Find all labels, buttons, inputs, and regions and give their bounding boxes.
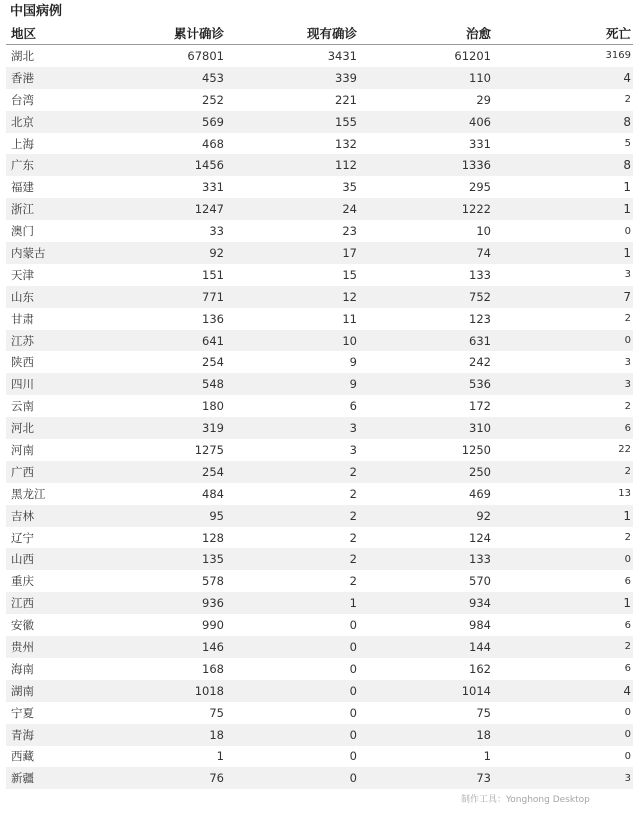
cell-region: 湖南 — [6, 680, 106, 702]
cell-cured: 250 — [359, 461, 493, 483]
table-row — [6, 220, 633, 242]
cell-confirmed: 641 — [106, 330, 226, 352]
cell-confirmed: 254 — [202, 355, 224, 370]
cell-current: 3 — [349, 442, 357, 457]
cell-cured: 75 — [476, 705, 491, 720]
cell-region: 澳门 — [11, 224, 34, 239]
cell-current: 155 — [226, 111, 359, 133]
table-row — [6, 242, 633, 264]
cell-confirmed: 95 — [106, 505, 226, 527]
column-header-deaths[interactable]: 死亡 — [493, 22, 633, 45]
cell-cured: 295 — [469, 180, 491, 195]
cell-confirmed: 18 — [106, 724, 226, 746]
cell-region: 安徽 — [11, 618, 34, 633]
table-header — [6, 22, 633, 45]
cell-confirmed: 151 — [202, 267, 224, 282]
cell-current: 11 — [342, 311, 357, 326]
cell-confirmed: 168 — [202, 661, 224, 676]
cell-current: 35 — [342, 180, 357, 195]
cell-deaths: 1 — [493, 198, 633, 220]
cell-region: 江西 — [6, 592, 106, 614]
footer-credit: 制作工具：Yonghong Desktop — [461, 795, 590, 805]
cell-deaths: 2 — [624, 94, 631, 106]
cell-deaths: 1 — [493, 242, 633, 264]
cell-deaths: 8 — [493, 154, 633, 176]
table-row — [6, 570, 633, 592]
table-row — [6, 483, 633, 505]
cell-deaths: 7 — [493, 286, 633, 308]
cell-region: 江苏 — [6, 330, 106, 352]
cell-current: 221 — [335, 92, 357, 107]
cell-current: 1 — [226, 592, 359, 614]
table-row — [6, 111, 633, 133]
table-row — [6, 439, 633, 461]
cell-current: 24 — [226, 198, 359, 220]
cell-current: 2 — [226, 461, 359, 483]
cell-current: 2 — [349, 574, 357, 589]
cell-region: 广东 — [6, 154, 106, 176]
cell-cured: 752 — [359, 286, 493, 308]
cell-deaths: 0 — [624, 707, 631, 719]
cell-deaths: 6 — [624, 619, 631, 631]
table-row — [6, 417, 633, 439]
table-row — [6, 680, 633, 702]
cell-deaths: 3 — [624, 269, 631, 281]
cell-current: 2 — [349, 486, 357, 501]
cell-region: 青海 — [6, 724, 106, 746]
cell-confirmed: 180 — [202, 399, 224, 414]
cell-region: 西藏 — [11, 749, 34, 764]
cell-deaths: 0 — [493, 330, 633, 352]
cell-region: 广西 — [6, 461, 106, 483]
cell-deaths: 1 — [493, 505, 633, 527]
cell-cured: 123 — [469, 311, 491, 326]
cell-cured: 29 — [476, 92, 491, 107]
cell-current: 112 — [226, 154, 359, 176]
cell-deaths: 6 — [493, 417, 633, 439]
cases-table — [6, 22, 633, 789]
cell-cured: 536 — [359, 373, 493, 395]
cell-region: 河南 — [11, 442, 34, 457]
cell-region: 贵州 — [6, 636, 106, 658]
cell-current: 2 — [349, 530, 357, 545]
table-row — [6, 286, 633, 308]
table-row — [6, 592, 633, 614]
cell-deaths: 4 — [493, 67, 633, 89]
table-row — [6, 505, 633, 527]
cell-deaths: 3 — [624, 356, 631, 368]
cell-region: 山西 — [6, 548, 106, 570]
cell-deaths: 3169 — [605, 50, 631, 62]
page-title: 中国病例 — [10, 4, 63, 19]
cell-region: 新疆 — [6, 767, 106, 789]
cell-cured: 1222 — [359, 198, 493, 220]
cell-confirmed: 578 — [202, 574, 224, 589]
cell-deaths: 2 — [493, 461, 633, 483]
cell-cured: 61201 — [454, 48, 491, 63]
table-row — [6, 264, 633, 286]
cell-deaths: 0 — [493, 548, 633, 570]
column-header-region[interactable]: 地区 — [6, 22, 106, 45]
cell-region: 香港 — [6, 67, 106, 89]
cell-cured: 469 — [469, 486, 491, 501]
table-row — [6, 45, 633, 67]
cell-current: 0 — [349, 661, 357, 676]
cell-region: 甘肃 — [11, 311, 34, 326]
cell-current: 2 — [226, 548, 359, 570]
cell-region: 福建 — [11, 180, 34, 195]
cell-cured: 74 — [359, 242, 493, 264]
cell-deaths: 4 — [493, 680, 633, 702]
cell-deaths: 0 — [624, 225, 631, 237]
cell-confirmed: 936 — [106, 592, 226, 614]
cell-current: 23 — [342, 224, 357, 239]
cell-region: 河北 — [6, 417, 106, 439]
cell-deaths: 2 — [493, 636, 633, 658]
cell-cured: 133 — [359, 548, 493, 570]
cell-current: 12 — [226, 286, 359, 308]
cell-confirmed: 92 — [106, 242, 226, 264]
table-row — [6, 614, 633, 636]
header-row — [6, 22, 633, 45]
cell-deaths: 3 — [493, 373, 633, 395]
table-row — [6, 308, 633, 330]
cell-confirmed: 484 — [202, 486, 224, 501]
table-row — [6, 724, 633, 746]
cell-region: 海南 — [11, 661, 34, 676]
table-row — [6, 636, 633, 658]
cell-confirmed: 254 — [106, 461, 226, 483]
cell-deaths: 1 — [623, 180, 631, 195]
cell-confirmed: 1456 — [106, 154, 226, 176]
cell-confirmed: 548 — [106, 373, 226, 395]
cell-cured: 92 — [359, 505, 493, 527]
cell-region: 北京 — [6, 111, 106, 133]
table-row — [6, 746, 633, 768]
cell-region: 陕西 — [11, 355, 34, 370]
cell-confirmed: 67801 — [187, 48, 224, 63]
cell-confirmed: 33 — [209, 224, 224, 239]
cell-region: 黑龙江 — [11, 486, 46, 501]
cell-region: 云南 — [11, 399, 34, 414]
cell-cured: 172 — [469, 399, 491, 414]
cell-current: 6 — [349, 399, 357, 414]
table-row — [6, 176, 633, 198]
cell-region: 台湾 — [11, 92, 34, 107]
cell-cured: 242 — [469, 355, 491, 370]
cell-region: 浙江 — [6, 198, 106, 220]
cell-confirmed: 1 — [216, 749, 224, 764]
column-header-cured[interactable]: 治愈 — [359, 22, 493, 45]
cell-deaths: 0 — [493, 724, 633, 746]
cell-cured: 934 — [359, 592, 493, 614]
table-row — [6, 548, 633, 570]
cell-current: 2 — [226, 505, 359, 527]
table-row — [6, 351, 633, 373]
cell-region: 上海 — [11, 136, 34, 151]
cell-confirmed: 569 — [106, 111, 226, 133]
cell-current: 339 — [226, 67, 359, 89]
cell-region: 山东 — [6, 286, 106, 308]
cell-current: 9 — [226, 373, 359, 395]
cell-current: 0 — [226, 767, 359, 789]
cell-current: 15 — [342, 267, 357, 282]
cell-confirmed: 75 — [209, 705, 224, 720]
cell-cured: 162 — [469, 661, 491, 676]
cell-deaths: 5 — [624, 138, 631, 149]
cell-confirmed: 990 — [202, 618, 224, 633]
cell-cured: 10 — [476, 224, 491, 239]
cell-cured: 570 — [469, 574, 491, 589]
cell-deaths: 2 — [624, 313, 631, 325]
cell-deaths: 6 — [624, 575, 631, 587]
table-row — [6, 702, 633, 724]
cell-current: 132 — [335, 136, 357, 151]
cell-confirmed: 319 — [106, 417, 226, 439]
cell-cured: 1014 — [359, 680, 493, 702]
cell-current: 0 — [349, 618, 357, 633]
table-row — [6, 658, 633, 680]
cell-current: 3 — [226, 417, 359, 439]
column-header-current[interactable]: 现有确诊 — [226, 22, 359, 45]
table-row — [6, 154, 633, 176]
cell-confirmed: 135 — [106, 548, 226, 570]
table-row — [6, 395, 633, 417]
cell-confirmed: 771 — [106, 286, 226, 308]
cell-cured: 331 — [469, 136, 491, 151]
cell-deaths: 3 — [493, 767, 633, 789]
table-row — [6, 527, 633, 549]
cell-region: 内蒙古 — [6, 242, 106, 264]
cell-deaths: 0 — [624, 750, 631, 762]
cell-region: 重庆 — [11, 574, 34, 589]
cell-current: 0 — [226, 680, 359, 702]
table-row — [6, 461, 633, 483]
cell-current: 3431 — [327, 48, 357, 63]
cell-cured: 110 — [359, 67, 493, 89]
table-row — [6, 198, 633, 220]
cell-confirmed: 331 — [202, 180, 224, 195]
cell-cured: 73 — [359, 767, 493, 789]
cell-cured: 1 — [483, 749, 491, 764]
cell-current: 10 — [226, 330, 359, 352]
cell-confirmed: 146 — [106, 636, 226, 658]
cell-confirmed: 1018 — [106, 680, 226, 702]
cell-current: 0 — [349, 749, 357, 764]
cell-deaths: 6 — [624, 663, 631, 675]
cell-confirmed: 136 — [202, 311, 224, 326]
cell-current: 0 — [349, 705, 357, 720]
table-row — [6, 67, 633, 89]
table-row — [6, 133, 633, 155]
cell-deaths: 2 — [624, 532, 631, 544]
cell-cured: 406 — [359, 111, 493, 133]
table-row — [6, 89, 633, 111]
table-body — [6, 45, 633, 790]
cell-confirmed: 128 — [202, 530, 224, 545]
cell-deaths: 8 — [493, 111, 633, 133]
cell-confirmed: 453 — [106, 67, 226, 89]
cell-cured: 1336 — [359, 154, 493, 176]
cell-deaths: 1 — [493, 592, 633, 614]
cell-current: 0 — [226, 636, 359, 658]
cell-confirmed: 76 — [106, 767, 226, 789]
cell-deaths: 2 — [624, 400, 631, 412]
cell-cured: 18 — [359, 724, 493, 746]
table-row — [6, 373, 633, 395]
cell-cured: 133 — [469, 267, 491, 282]
table-row — [6, 330, 633, 352]
cell-current: 9 — [349, 355, 357, 370]
cell-region: 辽宁 — [11, 530, 34, 545]
cell-cured: 144 — [359, 636, 493, 658]
cell-region: 天津 — [11, 267, 34, 282]
cell-region: 吉林 — [6, 505, 106, 527]
cell-cured: 984 — [469, 618, 491, 633]
cell-region: 宁夏 — [11, 705, 34, 720]
column-header-confirmed[interactable]: 累计确诊 — [106, 22, 226, 45]
cell-confirmed: 1247 — [106, 198, 226, 220]
cell-region: 湖北 — [11, 48, 34, 63]
cell-region: 四川 — [6, 373, 106, 395]
cell-confirmed: 252 — [202, 92, 224, 107]
cell-cured: 631 — [359, 330, 493, 352]
cell-cured: 310 — [359, 417, 493, 439]
cell-current: 0 — [226, 724, 359, 746]
cell-cured: 124 — [469, 530, 491, 545]
table-row — [6, 767, 633, 789]
cell-deaths: 13 — [618, 488, 631, 500]
cell-cured: 1250 — [461, 442, 491, 457]
cell-current: 17 — [226, 242, 359, 264]
cell-deaths: 22 — [618, 444, 631, 456]
cell-confirmed: 468 — [202, 136, 224, 151]
cell-confirmed: 1275 — [194, 442, 224, 457]
